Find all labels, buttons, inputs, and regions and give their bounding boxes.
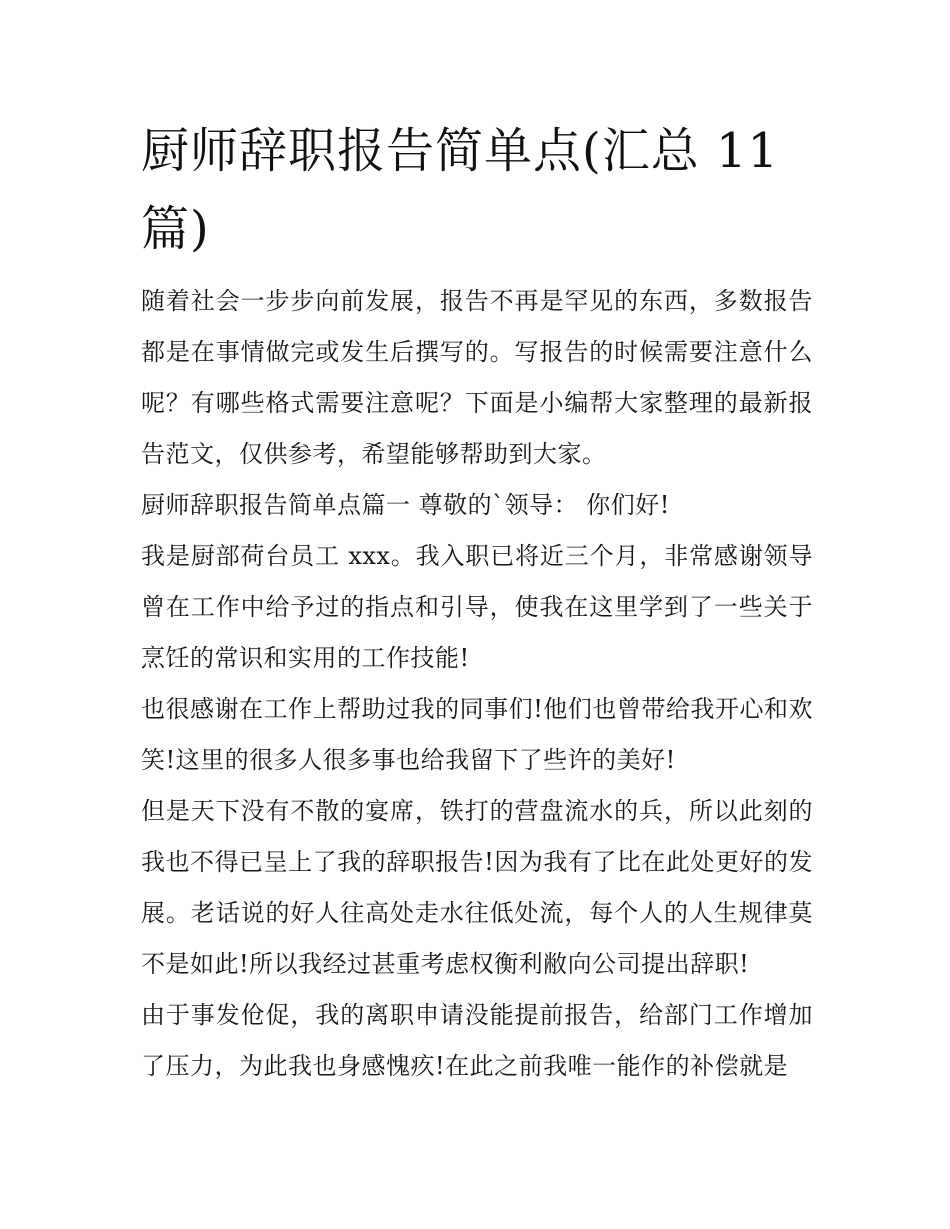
body-paragraph: 也很感谢在工作上帮助过我的同事们!他们也曾带给我开心和欢笑!这里的很多人很多事也给我留下了些许的美好! — [141, 695, 813, 774]
body-paragraph: 我是厨部荷台员工 xxx。我入职已将近三个月，非常感谢领导曾在工作中给予过的指点和引导，使我在这里学到了一些关于烹饪的常识和实用的工作技能! — [141, 542, 813, 672]
document-body — [141, 276, 813, 1092]
body-paragraph: 但是天下没有不散的宴席，铁打的营盘流水的兵，所以此刻的我也不得已呈上了我的辞职报告!因为我有了比在此处更好的发展。老话说的好人往高处走水往低处流，每个人的人生规律莫不是如此!所以我经过甚重考虑权衡利敝向公司提出辞职! — [141, 797, 813, 978]
document-page — [141, 112, 813, 1092]
intro-paragraph: 随着社会一步步向前发展，报告不再是罕见的东西，多数报告都是在事情做完或发生后撰写的。写报告的时候需要注意什么呢？有哪些格式需要注意呢？下面是小编帮大家整理的最新报告范文，仅供参考，希望能够帮助到大家。 — [141, 287, 813, 468]
document-title: 厨师辞职报告简单点(汇总 11 篇) — [141, 123, 780, 257]
body-paragraph: 由于事发伧促，我的离职申请没能提前报告，给部门工作增加了压力，为此我也身感愧疚!在此之前我唯一能作的补偿就是 — [141, 1001, 813, 1080]
section-heading-paragraph: 厨师辞职报告简单点篇一 尊敬的`领导： 你们好! — [141, 491, 670, 519]
